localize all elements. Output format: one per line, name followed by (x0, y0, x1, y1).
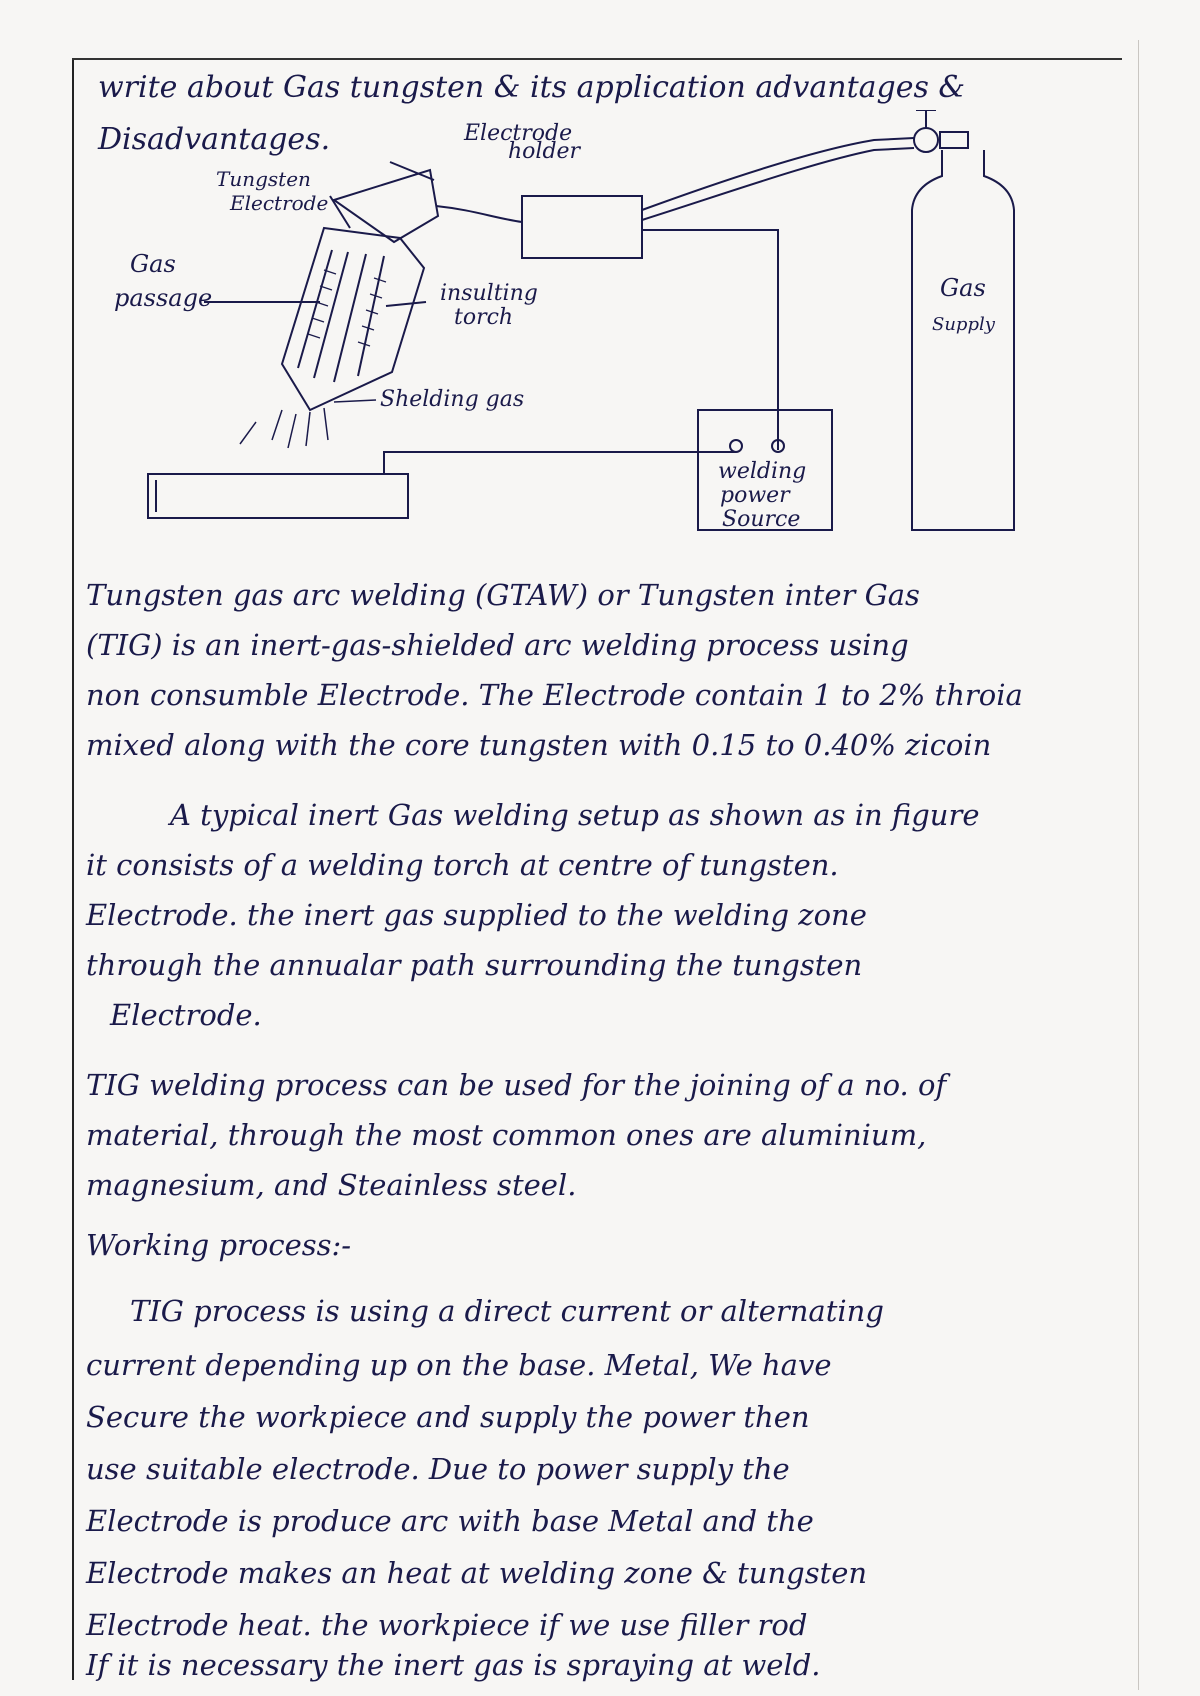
label-insulating-1: insulting (440, 281, 538, 306)
text-line: A typical inert Gas welding setup as shown as in figure (170, 798, 980, 832)
text-line: TIG welding process can be used for the joining of a no. of (86, 1068, 947, 1102)
label-tungsten-1: Tungsten (216, 167, 311, 191)
gas-cylinder (912, 150, 1014, 530)
heading-line-2: Disadvantages. (98, 122, 331, 157)
power-wire (642, 230, 778, 450)
junction-box (522, 196, 642, 258)
text-line: non consumble Electrode. The Electrode contain 1 to 2% throia (86, 678, 1023, 712)
text-line: Electrode. the inert gas supplied to the welding zone (86, 898, 867, 932)
text-line: Tungsten gas arc welding (GTAW) or Tungsten inter Gas (86, 578, 920, 612)
page-top-rule (72, 58, 1122, 60)
page-edge (1138, 40, 1139, 1690)
torch-cable (436, 206, 522, 222)
workpiece (148, 474, 408, 518)
label-electrode-holder-1: Electrode (464, 121, 573, 146)
label-gas-supply-2: Supply (932, 314, 995, 335)
label-gas-passage-2: passage (114, 284, 213, 312)
label-gas-supply-1: Gas (940, 274, 986, 302)
label-tungsten-2: Electrode (230, 191, 329, 215)
text-line: Electrode makes an heat at welding zone & tungsten (86, 1556, 868, 1590)
section-heading-working-process: Working process:- (86, 1228, 352, 1262)
text-line: material, through the most common ones are aluminium, (86, 1118, 927, 1152)
label-power-3: Source (722, 507, 801, 532)
text-line: Electrode is produce arc with base Metal and the (86, 1504, 814, 1538)
insulating-torch (282, 228, 424, 410)
text-line: magnesium, and Steainless steel. (86, 1168, 577, 1202)
ground-wire (384, 452, 736, 474)
label-shielding-gas: Shelding gas (380, 387, 525, 412)
label-gas-passage-1: Gas (130, 250, 176, 278)
heading-line-1: write about Gas tungsten & its application advantages & (98, 70, 966, 105)
text-line: it consists of a welding torch at centre of tungsten. (86, 848, 839, 882)
text-line: TIG process is using a direct current or alternating (130, 1294, 884, 1328)
text-line: Electrode. (110, 998, 262, 1032)
label-power-2: power (720, 483, 790, 508)
text-line: mixed along with the core tungsten with 0.15 to 0.40% zicoin (86, 728, 992, 762)
text-line: If it is necessary the inert gas is spraying at weld. (86, 1648, 821, 1682)
text-line: (TIG) is an inert-gas-shielded arc welding process using (86, 628, 909, 662)
gas-valve (914, 128, 938, 152)
text-line: through the annualar path surrounding the tungsten (86, 948, 863, 982)
text-line: use suitable electrode. Due to power supply the (86, 1452, 790, 1486)
label-electrode-holder-2: holder (508, 139, 581, 164)
label-insulating-2: torch (454, 305, 514, 330)
text-line: Secure the workpiece and supply the power then (86, 1400, 810, 1434)
text-line: current depending up on the base. Metal, We have (86, 1348, 832, 1382)
text-line: Electrode heat. the workpiece if we use filler rod (86, 1608, 808, 1642)
gas-hose (642, 138, 914, 210)
tig-welding-diagram (74, 110, 1134, 590)
label-power-1: welding (718, 459, 807, 484)
